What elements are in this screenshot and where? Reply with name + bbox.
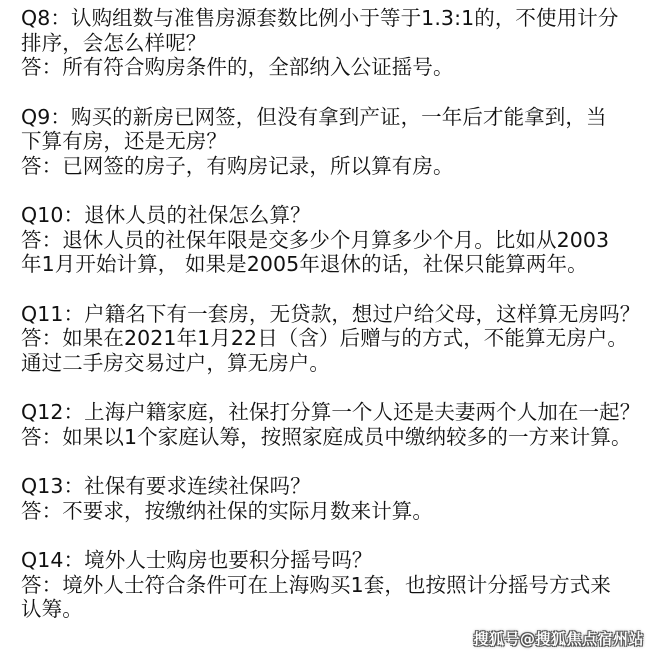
answer-line: 答：已网签的房子，有购房记录，所以算有房。 xyxy=(21,153,454,178)
spacer xyxy=(21,277,651,302)
question-line: Q12：上海户籍家庭，社保打分算一个人还是夫妻两个人加在一起？ xyxy=(21,400,641,424)
answer-line: 答：境外人士符合条件可在上海购买1套，也按照计分摇号方式来 xyxy=(21,572,611,597)
question-line: Q13：社保有要求连续社保吗？ xyxy=(21,474,311,498)
qa-item-q8 xyxy=(21,6,651,80)
answer-line: 答：所有符合购房条件的，全部纳入公证摇号。 xyxy=(21,55,454,79)
question-line: Q10：退休人员的社保怎么算？ xyxy=(21,203,311,227)
spacer xyxy=(21,178,651,203)
qa-item-q14 xyxy=(21,548,651,622)
qa-item-q13 xyxy=(21,474,651,523)
qa-item-q11 xyxy=(21,302,651,376)
answer-line: 答：如果以1个家庭认筹，按照家庭成员中缴纳较多的一方来计算。 xyxy=(21,424,632,449)
spacer xyxy=(21,449,651,474)
question-line: Q11：户籍名下有一套房，无贷款，想过户给父母，这样算无房吗？ xyxy=(21,301,641,326)
answer-line: 答：不要求，按缴纳社保的实际月数来计算。 xyxy=(21,498,433,523)
watermark: 搜狐号@搜狐焦点宿州站 xyxy=(473,630,644,648)
spacer xyxy=(21,375,651,400)
spacer xyxy=(21,523,651,548)
faq-document xyxy=(21,6,651,622)
qa-item-q10 xyxy=(21,203,651,277)
answer-line: 认筹。 xyxy=(21,597,83,621)
question-line: 下算有房，还是无房？ xyxy=(21,129,227,153)
spacer xyxy=(21,80,651,105)
qa-item-q12 xyxy=(21,400,651,449)
answer-line: 答：退休人员的社保年限是交多少个月算多少个月。比如从2003 xyxy=(21,227,610,252)
answer-line: 年1月开始计算， 如果是2005年退休的话，社保只能算两年。 xyxy=(21,252,588,276)
answer-line: 答：如果在2021年1月22日（含）后赠与的方式，不能算无房户。 xyxy=(21,326,628,350)
question-line: Q14：境外人士购房也要积分摇号吗？ xyxy=(21,548,373,572)
question-line: Q8：认购组数与准售房源套数比例小于等于1.3:1的，不使用计分 xyxy=(21,6,619,30)
question-line: Q9：购买的新房已网签，但没有拿到产证，一年后才能拿到，当 xyxy=(21,104,607,129)
answer-line: 通过二手房交易过户，算无房户。 xyxy=(21,350,330,375)
question-line: 排序，会怎么样呢？ xyxy=(21,30,207,55)
qa-item-q9 xyxy=(21,105,651,179)
